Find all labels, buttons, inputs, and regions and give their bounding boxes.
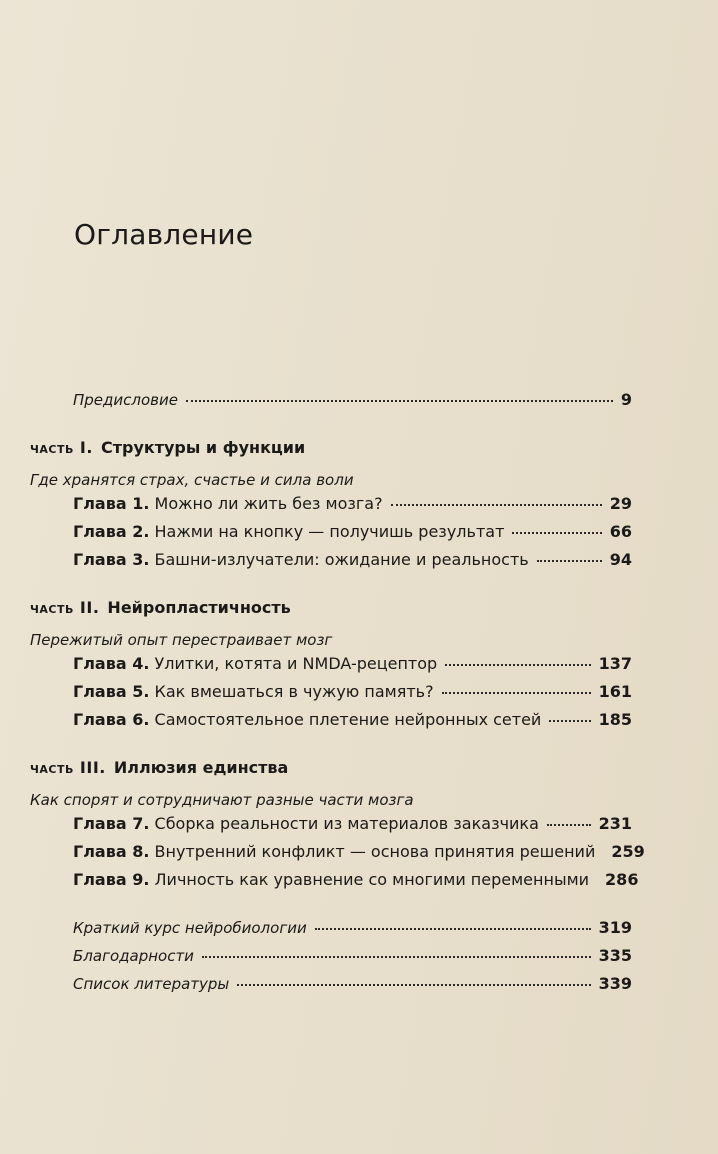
dot-leader	[186, 400, 613, 402]
toc-page-number: 231	[598, 814, 632, 833]
chapter-title: Внутренний конфликт — основа принятия решений	[154, 842, 596, 861]
toc-page-number: 94	[609, 550, 632, 569]
toc-page-number: 66	[609, 522, 632, 541]
part-number: часть II.	[30, 598, 100, 617]
toc-entry-preface	[30, 390, 632, 418]
dot-leader	[315, 928, 591, 930]
toc-page-number: 29	[609, 494, 632, 513]
part-number: часть III.	[30, 758, 106, 777]
chapter-number: Глава 8.	[73, 842, 150, 861]
table-of-contents	[30, 390, 645, 1002]
part-subtitle: Как спорят и сотрудничают разные части мозга	[30, 791, 414, 809]
dot-leader	[549, 720, 590, 722]
chapter-title: Личность как уравнение со многими переменными	[154, 870, 590, 889]
part-title: Нейропластичность	[107, 598, 291, 617]
toc-chapter	[30, 682, 632, 710]
toc-chapter	[30, 710, 632, 738]
dot-leader	[537, 560, 602, 562]
chapter-title: Можно ли жить без мозга?	[154, 494, 383, 513]
toc-page-number: 259	[611, 842, 645, 861]
chapter-number: Глава 2.	[73, 522, 150, 541]
toc-chapter	[30, 494, 632, 522]
toc-entry-label: Благодарности	[73, 947, 194, 965]
toc-chapter	[30, 842, 645, 870]
toc-page-number: 9	[620, 390, 632, 409]
part-title: Структуры и функции	[100, 438, 306, 457]
part-number: часть I.	[30, 438, 93, 457]
toc-chapter	[30, 870, 639, 898]
part-subtitle: Пережитый опыт перестраивает мозг	[30, 631, 333, 649]
part-title: Иллюзия единства	[113, 758, 289, 777]
dot-leader	[512, 532, 601, 534]
toc-entry-appendix	[30, 946, 632, 974]
dot-leader	[237, 984, 590, 986]
chapter-number: Глава 9.	[73, 870, 150, 889]
dot-leader	[202, 956, 591, 958]
dot-leader	[547, 824, 591, 826]
chapter-title: Нажми на кнопку — получишь результат	[154, 522, 505, 541]
chapter-number: Глава 6.	[73, 710, 150, 729]
chapter-title: Как вмешаться в чужую память?	[154, 682, 434, 701]
toc-entry-appendix	[30, 974, 632, 1002]
chapter-title: Сборка реальности из материалов заказчика	[154, 814, 539, 833]
dot-leader	[445, 664, 590, 666]
part-heading	[30, 438, 632, 466]
toc-page-number: 335	[598, 946, 632, 965]
part-subtitle: Где хранятся страх, счастье и сила воли	[30, 471, 354, 489]
toc-entry-label: Список литературы	[73, 975, 230, 993]
toc-entry-label: Предисловие	[73, 391, 178, 409]
toc-chapter	[30, 522, 632, 550]
chapter-title: Башни-излучатели: ожидание и реальность	[154, 550, 529, 569]
dot-leader	[442, 692, 591, 694]
toc-entry-label: Краткий курс нейробиологии	[73, 919, 307, 937]
toc-chapter	[30, 814, 632, 842]
toc-page-number: 319	[598, 918, 632, 937]
chapter-number: Глава 4.	[73, 654, 150, 673]
toc-chapter	[30, 550, 632, 578]
toc-page-number: 161	[598, 682, 632, 701]
toc-page-number: 286	[605, 870, 639, 889]
dot-leader	[391, 504, 602, 506]
chapter-title: Самостоятельное плетение нейронных сетей	[154, 710, 542, 729]
chapter-number: Глава 1.	[73, 494, 150, 513]
chapter-number: Глава 3.	[73, 550, 150, 569]
toc-entry-appendix	[30, 918, 632, 946]
part-heading	[30, 598, 632, 626]
toc-page-number: 137	[598, 654, 632, 673]
chapter-number: Глава 5.	[73, 682, 150, 701]
toc-page-number: 339	[598, 974, 632, 993]
chapter-number: Глава 7.	[73, 814, 150, 833]
toc-page-number: 185	[598, 710, 632, 729]
part-heading	[30, 758, 632, 786]
page-title: Оглавление	[74, 218, 254, 251]
toc-chapter	[30, 654, 632, 682]
chapter-title: Улитки, котята и NMDA-рецептор	[154, 654, 438, 673]
